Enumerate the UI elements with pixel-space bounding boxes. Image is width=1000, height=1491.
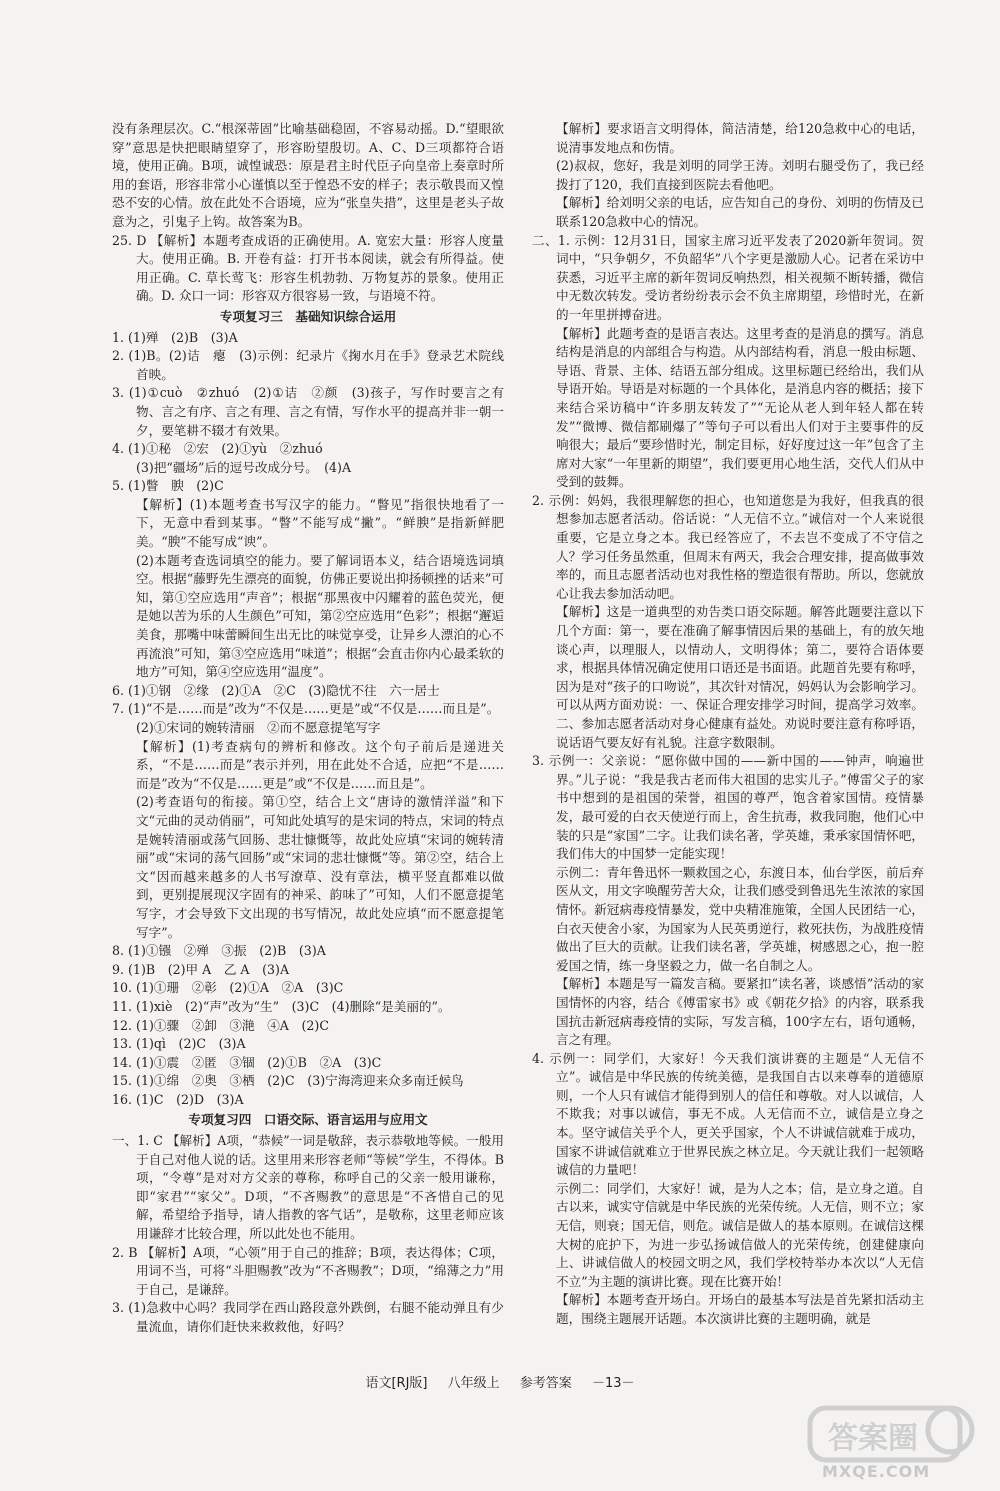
answer-item: 3. (1)急救中心吗？我同学在西山路段意外跌倒，右腿不能动弹且有少量流血，请你们赶快来救救他，好吗？ <box>112 1300 504 1334</box>
answer-item: 9. (1)B (2)甲 A 乙 A (3)A <box>112 961 290 977</box>
left-column <box>112 120 504 1337</box>
analysis-paragraph: 【解析】给刘明父亲的电话，应告知自己的身份、刘明的伤情及已联系120急救中心的情况。 <box>556 195 924 229</box>
answer-item: 11. (1)xiè (2)“声”改为“生” (3)C (4)删除“是美丽的”。 <box>112 998 451 1014</box>
footer-label: 参考答案 <box>519 1376 572 1391</box>
analysis-paragraph: 【解析】本题是写一篇发言稿。要紧扣“读名著，谈感悟”活动的家国情怀的内容，结合《傅雷家书》或《朝花夕拾》的内容，联系我国抗击新冠病毒疫情的实际，写发言稿，100字左右，语句通畅，言之有理。 <box>556 976 924 1048</box>
analysis-paragraph: 【解析】(1)考查病句的辨析和修改。这个句子前后是递进关系，“不是……而是”表示并列，用在此处不合适，应把“不是……而是”改为“不仅是……更是”或“不仅是……而且是”。 <box>136 738 504 791</box>
answer-item: 4. 示例一：同学们，大家好！今天我们演讲赛的主题是“人无信不立”。诚信是中华民族的传统美德，是我国自古以来尊奉的道德原则，一个人只有诚信才能得到别人的信任和尊敬。对人以诚信，人不欺我；对事以诚信，事无不成。人无信而不立，诚信是立身之本。坚守诚信关乎个人，更关乎国家，个人不讲诚信就难于成功，国家不讲诚信就难立于世界民族之林立足。今天就让我们一起领略诚信的力量吧！ <box>532 1050 924 1178</box>
right-column <box>532 120 924 1329</box>
answer-item: 14. (1)①震 ②匿 ③锢 (2)①B ②A (3)C <box>112 1054 382 1070</box>
answer-item: 2. B 【解析】A项，“心领”用于自己的推辞；B项，表达得体；C项，用词不当，可将“斗胆赐教”改为“不吝赐教”；D项，“绵薄之力”用于自己，是谦辞。 <box>112 1244 504 1297</box>
answer-item: 示例二：青年鲁迅怀一颗救国之心，东渡日本，仙台学医，前后弃医从文，用文字唤醒劳苦大众，让我们感受到鲁迅先生浓浓的家国情怀。新冠病毒疫情暴发，党中央精准施策，全国人民团结一心，白衣天使舍小家，为国家为人民英勇逆行，救死扶伤，为战胜疫情做出了巨大的贡献。让我们读名著，学英雄，树感恩之心，抱一腔爱国之情，练一身坚毅之力，做一名自制之人。 <box>556 864 924 973</box>
page-footer <box>0 1372 1000 1391</box>
answer-item: 10. (1)①珊 ②彰 (2)①A ②A (3)C <box>112 980 344 996</box>
answer-item: 二、1. 示例：12月31日，国家主席习近平发表了2020新年贺词。贺词中，“只争朝夕，不负韶华”八个字更是激励人心。记者在采访中获悉，习近平主席的新年贺词反响热烈，相关视频不断转播，微信中无数次转发。受访者纷纷表示会不负主席期望，珍惜时光，在新的一年里拼搏奋进。 <box>532 232 924 322</box>
answer-paragraph: 没有条理层次。C.“根深蒂固”比喻基础稳固，不容易动摇。D.“望眼欲穿”意思是快把眼睛望穿了，形容盼望殷切。A、C、D三项都符合语境，使用正确。B项，诚惶诚恐：原是君主时代臣子向皇帝上奏章时所用的套语，形容非常小心谨慎以至于惶恐不安的样子；表示敬畏而又惶恐不安的心情。放在此处不合语境，应为“张皇失措”，这里是老头子故意为之，引鬼子上钩。故答案为B。 <box>112 121 504 229</box>
analysis-paragraph: 【解析】这是一道典型的劝告类口语交际题。解答此题要注意以下几个方面：第一，要在准确了解事情因后果的基础上，有的放矢地谈心声，以理服人，以情动人，文明得体；第二，要符合语体要求，根据具体情况确定使用口语还是书面语。此题首先要有称呼，因为是对“孩子的口吻说”，其次针对情况，妈妈认为会影响学习。可以从两方面劝说：一、保证合理安排学习时间，提高学习效率。二、参加志愿者活动对身心健康有益处。劝说时要注意有称呼语，说话语气要友好有礼貌。注意字数限制。 <box>556 604 924 750</box>
watermark-url: MXQE.COM <box>822 1462 931 1481</box>
page-number: －13－ <box>591 1376 635 1391</box>
analysis-paragraph: (2)考查语句的衔接。第①空，结合上文“唐诗的激情洋溢”和下文“元曲的灵动俏丽”，可知此处填写的是宋词的特点，宋词的特点是婉转清丽或荡气回肠、悲壮慷慨等，故此处应填“宋词的婉转清丽”或“宋词的荡气回肠”或“宋词的悲壮慷慨”等。第②空，结合上文“因而越来越多的人书写潦草、没有章法，横平竖直都难以做到，更别提展现汉字固有的神采、韵味了”可知，人们不愿意提笔写字，才会导致下文出现的书写情况，故此处应填“而不愿意提笔写字”。 <box>136 794 504 940</box>
answer-item: (3)把“疆场”后的逗号改成分号。 (4)A <box>136 459 352 475</box>
answer-item: 13. (1)qì (2)C (3)A <box>112 1036 246 1052</box>
answer-item: 1. (1)殚 (2)B (3)A <box>112 329 238 345</box>
answer-item-25: 25. D 【解析】本题考查成语的正确使用。A. 宽宏大量：形容人度量大。使用正确。B. 开卷有益：打开书本阅读，就会有所得益。使用正确。C. 草长莺飞：形容生机勃勃、万物复苏的景象。使用正确。D. 众口一词：形容双方很容易一致，与语境不符。 <box>112 232 504 304</box>
answer-item: 3. 示例一：父亲说：“愿你做中国的——新中国的——钟声，响遍世界。”儿子说：“我是我古老而伟大祖国的忠实儿子。”傅雷父子的家书中想到的是祖国的荣誉，祖国的尊严，饱含着家国情。疫情暴发，最可爱的白衣天使逆行而上，舍生抗毒，救我同胞，他们心中装的只是“家国”二字。让我们读名著，学英雄，秉承家国情怀吧，我们伟大的中国梦一定能实现！ <box>532 753 924 862</box>
watermark-symbol: 答案圈 <box>828 1421 918 1456</box>
footer-grade: 八年级上 <box>447 1376 500 1391</box>
footer-subject: 语文[RJ版] <box>365 1376 428 1391</box>
answer-item: 15. (1)①绵 ②奥 ③栖 (2)C (3)宁海湾迎来众多南迁候鸟 <box>112 1073 464 1089</box>
section-heading-4: 专项复习四 口语交际、语言运用与应用文 <box>188 1112 428 1128</box>
answer-item: 5. (1)瞥 腴 (2)C <box>112 478 224 494</box>
answer-item: 6. (1)①钢 ②缘 (2)①A ②C (3)隐忧不往 六一居士 <box>112 682 440 698</box>
analysis-paragraph: 【解析】(1)本题考查书写汉字的能力。“瞥见”指很快地看了一下，无意中看到某事。“瞥”不能写成“撇”。“鲜腴”是指新鲜肥美。“腴”不能写成“谀”。 <box>136 496 504 550</box>
answer-item: 一、1. C 【解析】A项，“恭候”一词是敬辞，表示恭敬地等候。一般用于自己对他人说的话。这里用来形容老师“等候”学生，不得体。B项，“令尊”是对对方父亲的尊称，称呼自己的父亲一般用谦称，即“家君”“家父”。D项，“不吝赐教”的意思是“不吝惜自己的见解，希望给予指导，请人指教的客气话”，是敬称，这里老师应该用谦辞才比较合理，所以此处也不能用。 <box>112 1133 504 1242</box>
answer-item: (2)①宋词的婉转清丽 ②而不愿意提笔写字 <box>136 720 381 735</box>
analysis-paragraph: 【解析】本题考查开场白。开场白的最基本写法是首先紧扣活动主题，围绕主题展开话题。本次演讲比赛的主题明确，就是 <box>556 1292 924 1326</box>
analysis-paragraph: (2)本题考查选词填空的能力。要了解词语本义，结合语境选词填空。根据“藤野先生漂亮的面貌，仿佛正要说出抑扬顿挫的话来”可知，第①空应选用“声音”；根据“那黑夜中闪耀着的蓝色荧光，便是她以苦为乐的人生颜色”可知，第②空应选用“色彩”；根据“邂逅美食，那嘴中味蕾瞬间生出无比的味觉享受，让异乡人漂泊的心不再流浪”可知，第③空应选用“味道”；根据“会直击你内心最柔软的地方”可知，第④空应选用“温度”。 <box>136 552 504 680</box>
answer-item: 7. (1)“不是……而是”改为“不仅是……更是”或“不仅是……而且是”。 <box>112 701 500 717</box>
answer-item: 16. (1)C (2)D (3)A <box>112 1091 244 1107</box>
section-heading-3: 专项复习三 基础知识综合运用 <box>219 308 397 324</box>
answer-item: 8. (1)①镪 ②殚 ③振 (2)B (3)A <box>112 943 326 959</box>
analysis-paragraph: 【解析】此题考查的是语言表达。这里考查的是消息的撰写。消息结构是消息的内部组合与构造。从内部结构看，消息一般由标题、导语、背景、主体、结语五部分组成。这里标题已经给出，我们从导语开始。导语是对标题的一个具体化，是消息内容的概括；接下来结合采访稿中“许多朋友转发了”“无论从老人到年轻人都在转发”“微博、微信都刷爆了”等句子可以看出人们对于主要事件的反响很大；最后“要珍惜时光，制定目标，好好度过这一年”包含了主席对大家“一年里新的期望”，我们要更用心地生活，交代人们从中受到的鼓舞。 <box>556 325 924 490</box>
analysis-paragraph: 【解析】要求语言文明得体，简洁清楚，给120急救中心的电话，说清事发地点和伤情。 <box>556 121 924 155</box>
answer-item: 3. (1)①cuò ②zhuó (2)①诘 ②颜 (3)孩子，写作时要言之有物、言之有序、言之有理、言之有情，写作水平的提高并非一朝一夕，要笔耕不辍才有效果。 <box>112 385 504 438</box>
answer-item: 4. (1)①秘 ②宏 (2)①yù ②zhuó <box>112 441 323 457</box>
answer-item: 示例二：同学们，大家好！诚，是为人之本；信，是立身之道。自古以来，诚实守信就是中华民族的光荣传统。人无信，则不立；家无信，则衰；国无信，则危。诚信是做人的基本原则。在诚信这棵大树的庇护下，为进一步弘扬诚信做人的光荣传统，创建健康向上、讲诚信做人的校园文明之风，我们学校特举办本次以“人无信不立”为主题的演讲比赛。现在比赛开始！ <box>556 1180 924 1289</box>
answer-item: 12. (1)①骤 ②卸 ③滟 ④A (2)C <box>112 1017 329 1033</box>
answer-item: 2. 示例：妈妈，我很理解您的担心，也知道您是为我好，但我真的很想参加志愿者活动。俗话说：“人无信不立。”诚信对一个人来说很重要，它是立身之本。我已经答应了，不去岂不变成了不守信之人？学习任务虽然重，但周末有两天，我会合理安排，提高做事效率的，而且志愿者活动也对我性格的塑造很有帮助。所以，您就放心让我去参加活动吧。 <box>532 492 924 601</box>
answer-item: 2. (1)B。(2)诘 瘪 (3)示例：纪录片《掬水月在手》登录艺术院线首映。 <box>112 348 504 382</box>
answer-item: (2)叔叔，您好，我是刘明的同学王涛。刘明右腿受伤了，我已经拨打了120，我们直接到医院去看他吧。 <box>556 158 924 192</box>
